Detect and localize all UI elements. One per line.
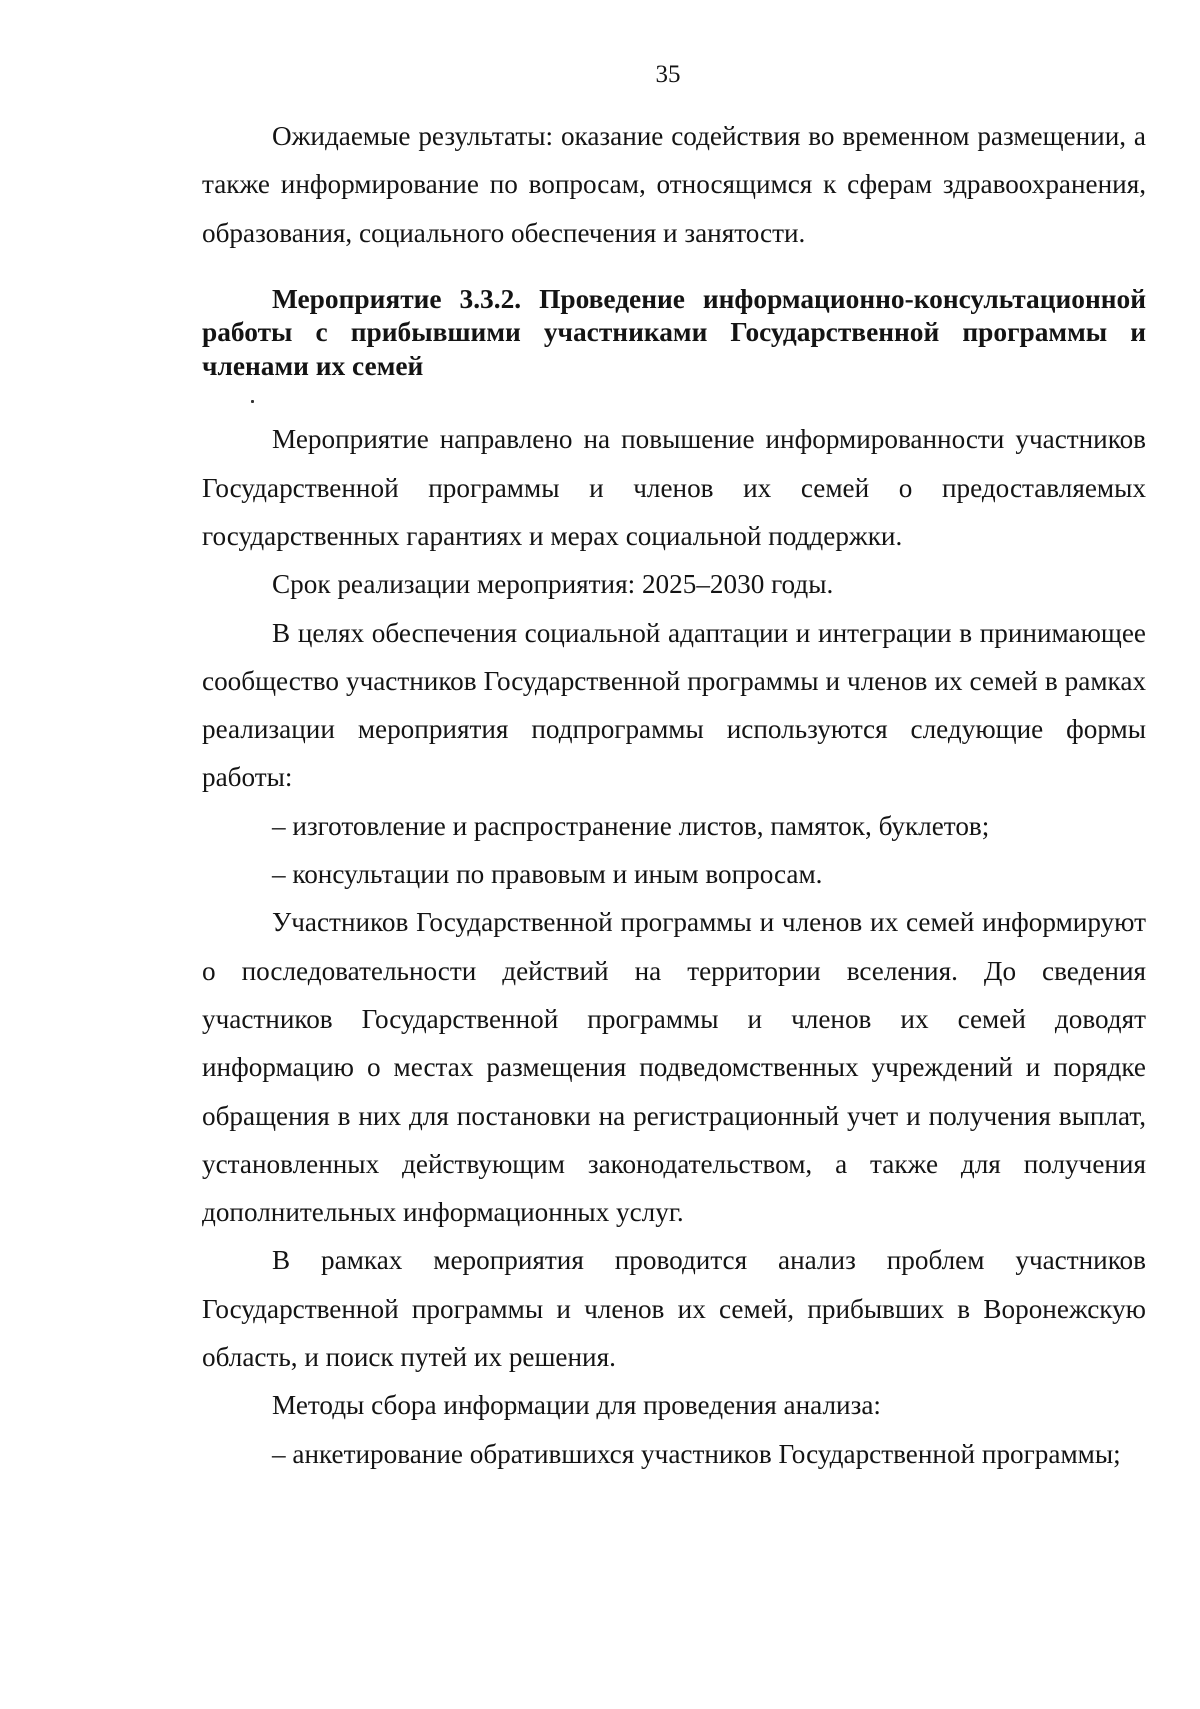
list-item-leaflets: – изготовление и распространение листов, памяток, буклетов; xyxy=(272,810,990,841)
page-number: 35 xyxy=(655,61,681,88)
paragraph-purpose: Мероприятие направлено на повышение информированности участников Государственной программы и членов их семей о предоставляемых государственных гарантиях и мерах социальной поддержки. xyxy=(202,424,1146,551)
paragraph-methods: Методы сбора информации для проведения анализа: xyxy=(272,1390,881,1421)
paragraph-informing: Участников Государственной программы и членов их семей информируют о последовательности действий на территории вселения. До сведения участников Государственной программы и членов их семей доводят информацию о местах размещения подведомственных учреждений и порядке обращения в них для постановки на регистрационный учет и получения выплат, установленных действующим законодательством, а также для получения дополнительных информационных услуг. xyxy=(202,907,1146,1228)
section-heading: Мероприятие 3.3.2. Проведение информационно-консультационной работы с прибывшими участниками Государственной программы и членами их семей xyxy=(202,283,1146,381)
document-body xyxy=(202,112,1146,1478)
heading-spacer xyxy=(202,383,1146,415)
list-item-consultations: – консультации по правовым и иным вопросам. xyxy=(272,859,823,890)
paragraph-expected-results: Ожидаемые результаты: оказание содействия во временном размещении, а также информирование по вопросам, относящимся к сферам здравоохранения, образования, социального обеспечения и занятости. xyxy=(202,121,1146,248)
paragraph-analysis: В рамках мероприятия проводится анализ проблем участников Государственной программы и членов их семей, прибывших в Воронежскую область, и поиск путей их решения. xyxy=(202,1245,1146,1373)
paragraph-forms-of-work: В целях обеспечения социальной адаптации и интеграции в принимающее сообщество участников Государственной программы и членов их семей в рамках реализации мероприятия подпрограммы используются следующие формы работы: xyxy=(202,617,1146,793)
list-item-survey: – анкетирование обратившихся участников Государственной программы; xyxy=(272,1438,1121,1469)
paragraph-term: Срок реализации мероприятия: 2025–2030 годы. xyxy=(272,569,834,600)
